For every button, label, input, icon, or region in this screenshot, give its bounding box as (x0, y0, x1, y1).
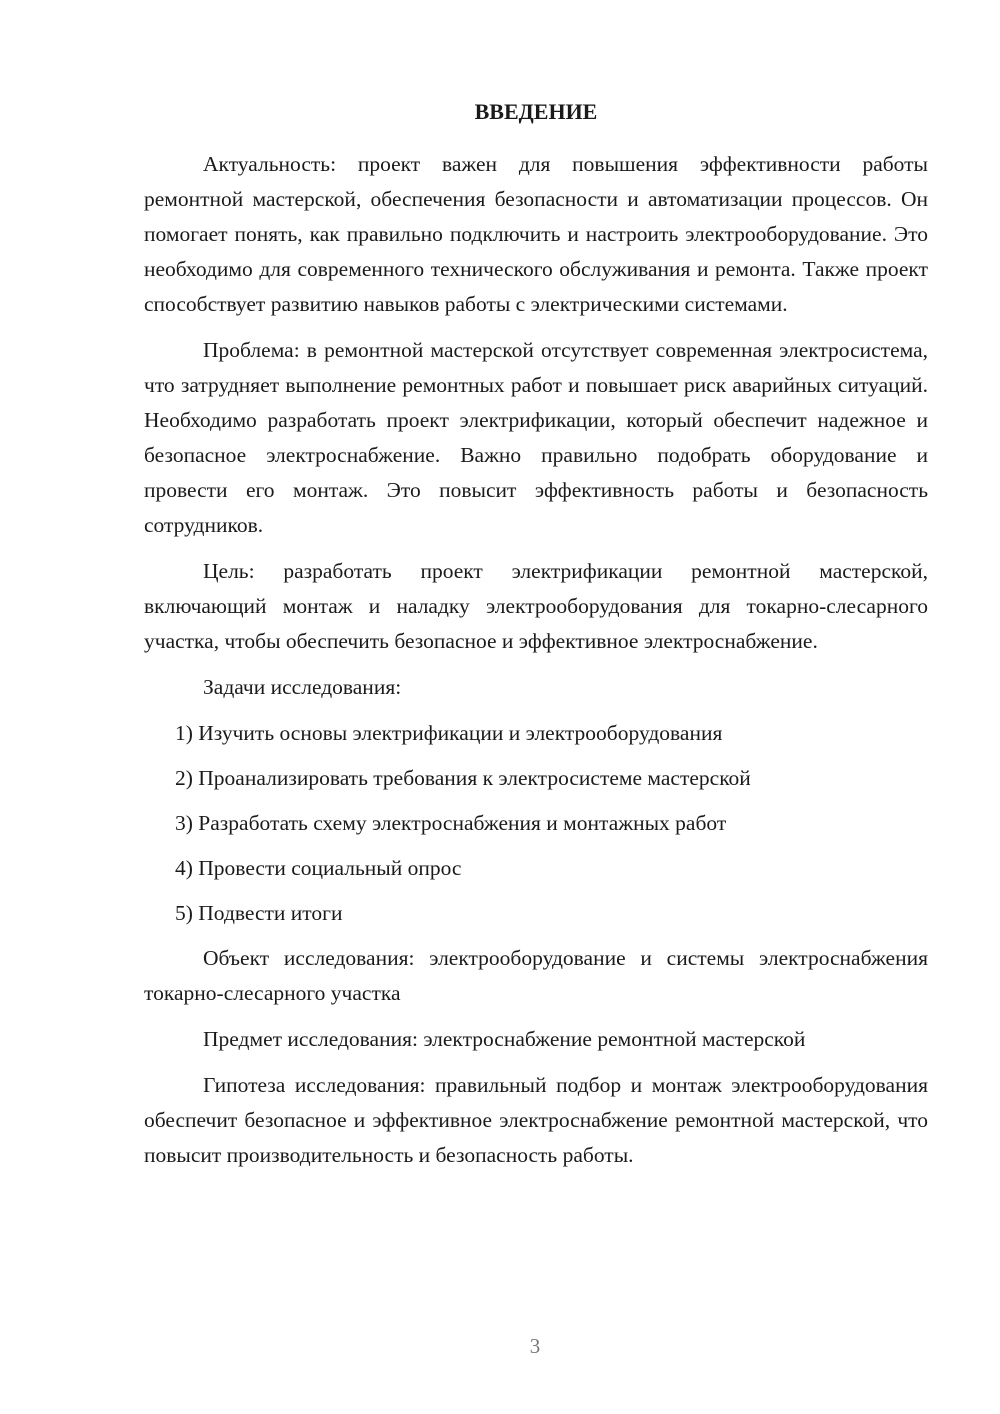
paragraph-subject: Предмет исследования: электроснабжение ремонтной мастерской (203, 1027, 806, 1051)
paragraph-relevance: Актуальность: проект важен для повышения эффективности работы ремонтной мастерской, обеспечения безопасности и автоматизации процессов. Он помогает понять, как правильно подключить и настроить электрооборудование. Это необходимо для современного технического обслуживания и ремонта. Также проект способствует развитию навыков работы с электрическими системами. (144, 152, 928, 316)
paragraph-goal: Цель: разработать проект электрификации ремонтной мастерской, включающий монтаж и наладку электрооборудования для токарно-слесарного участка, чтобы обеспечить безопасное и эффективное электроснабжение. (144, 559, 928, 653)
section-heading: ВВЕДЕНИЕ (474, 99, 598, 124)
task-item: 5) Подвести итоги (175, 901, 343, 925)
document-page (144, 96, 928, 1184)
tasks-heading: Задачи исследования: (203, 675, 402, 699)
paragraph-object: Объект исследования: электрооборудование и системы электроснабжения токарно-слесарного участка (144, 946, 928, 1005)
task-item: 2) Проанализировать требования к электросистеме мастерской (175, 766, 751, 790)
task-item: 4) Провести социальный опрос (175, 856, 462, 880)
page-number: 3 (529, 1334, 541, 1358)
task-item: 1) Изучить основы электрификации и электрооборудования (175, 721, 723, 745)
task-item: 3) Разработать схему электроснабжения и монтажных работ (175, 811, 727, 835)
paragraph-problem: Проблема: в ремонтной мастерской отсутствует современная электросистема, что затрудняет выполнение ремонтных работ и повышает риск аварийных ситуаций. Необходимо разработать проект электрификации, который обеспечит надежное и безопасное электроснабжение. Важно правильно подобрать оборудование и провести его монтаж. Это повысит эффективность работы и безопасность сотрудников. (144, 338, 928, 537)
paragraph-hypothesis: Гипотеза исследования: правильный подбор и монтаж электрооборудования обеспечит безопасное и эффективное электроснабжение ремонтной мастерской, что повысит производительность и безопасность работы. (144, 1073, 928, 1167)
